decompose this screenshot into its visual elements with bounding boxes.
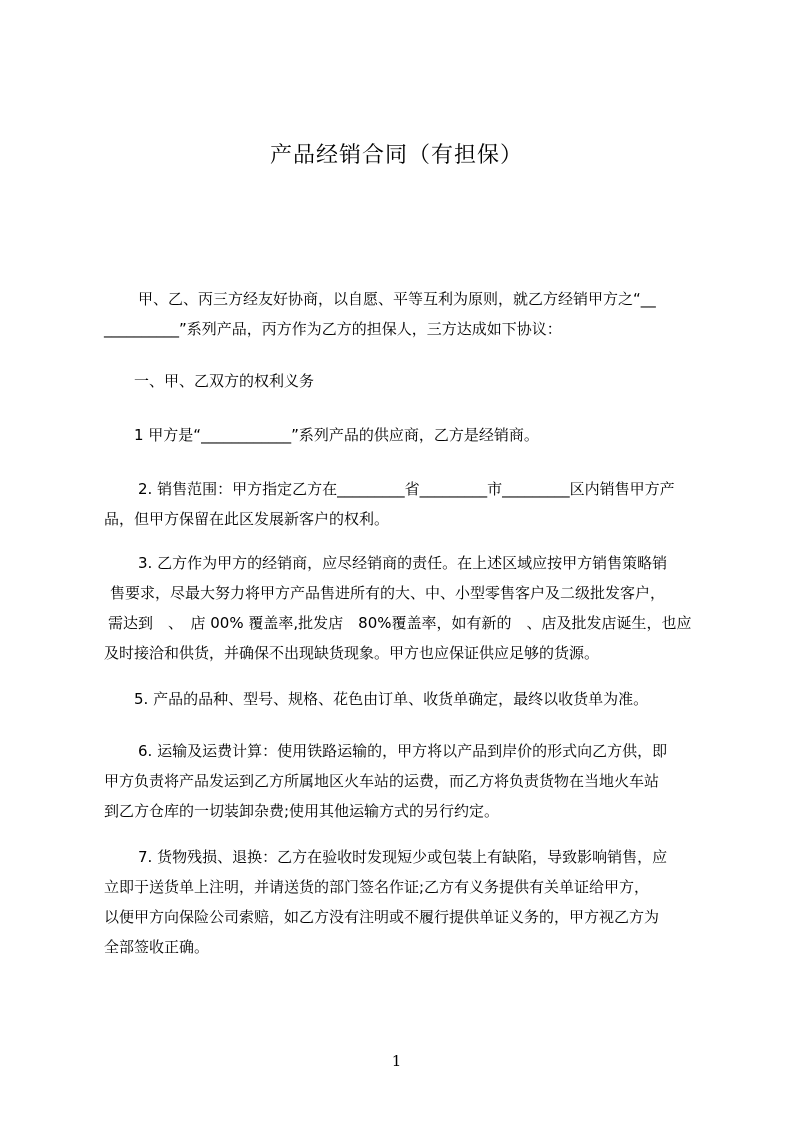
intro-line-2: __________”系列产品，丙方作为乙方的担保人，三方达成如下协议： bbox=[104, 320, 562, 338]
clause-7-line-3: 以便甲方向保险公司索赔，如乙方没有注明或不履行提供单证义务的，甲方视乙方为 bbox=[104, 908, 660, 926]
clause-5-line-1: 5. 产品的品种、型号、规格、花色由订单、收货单确定，最终以收货单为准。 bbox=[134, 690, 649, 708]
clause-7-line-2: 立即于送货单上注明，并请送货的部门签名作证;乙方有义务提供有关单证给甲方， bbox=[104, 878, 650, 896]
clause-7-line-4: 全部签收正确。 bbox=[104, 938, 210, 956]
clause-3-line-4: 及时接洽和供货，并确保不出现缺货现象。甲方也应保证供应足够的货源。 bbox=[104, 644, 600, 662]
intro-paragraph bbox=[104, 284, 704, 344]
clause-2-line-1: 2. 销售范围：甲方指定乙方在_________省_________市_________区内销售甲方产 bbox=[138, 480, 675, 498]
clause-1-line-1: 1 甲方是“____________”系列产品的供应商，乙方是经销商。 bbox=[134, 426, 539, 444]
intro-line-1: 甲、乙、丙三方经友好协商，以自愿、平等互利为原则，就乙方经销甲方之“__ bbox=[138, 290, 656, 308]
page-number: 1 bbox=[391, 1052, 402, 1070]
clause-6-line-2: 甲方负责将产品发运到乙方所属地区火车站的运费，而乙方将负责货物在当地火车站 bbox=[104, 772, 660, 790]
clause-7 bbox=[104, 842, 704, 962]
clause-6 bbox=[104, 736, 704, 826]
clause-6-line-3: 到乙方仓库的一切装卸杂费;使用其他运输方式的另行约定。 bbox=[104, 802, 500, 820]
clause-3-line-3: 需达到 、 店 00% 覆盖率,批发店 80%覆盖率，如有新的 、店及批发店诞生，也应 bbox=[108, 614, 692, 632]
clause-3-line-1: 3. 乙方作为甲方的经销商，应尽经销商的责任。在上述区域应按甲方销售策略销 bbox=[138, 554, 668, 572]
clause-7-line-1: 7. 货物残损、退换：乙方在验收时发现短少或包装上有缺陷，导致影响销售，应 bbox=[138, 848, 668, 866]
clause-3 bbox=[104, 548, 704, 668]
section-1-heading: 一、甲、乙双方的权利义务 bbox=[134, 372, 315, 390]
document-title: 产品经销合同（有担保） bbox=[269, 143, 523, 168]
clause-5 bbox=[104, 684, 704, 714]
clause-2-line-2: 品，但甲方保留在此区发展新客户的权利。 bbox=[104, 510, 390, 528]
clause-3-line-2: 售要求，尽最大努力将甲方产品售进所有的大、中、小型零售客户及二级批发客户， bbox=[110, 584, 666, 602]
clause-6-line-1: 6. 运输及运费计算：使用铁路运输的，甲方将以产品到岸价的形式向乙方供，即 bbox=[138, 742, 668, 760]
clause-1 bbox=[104, 420, 704, 450]
clause-2 bbox=[104, 474, 704, 534]
